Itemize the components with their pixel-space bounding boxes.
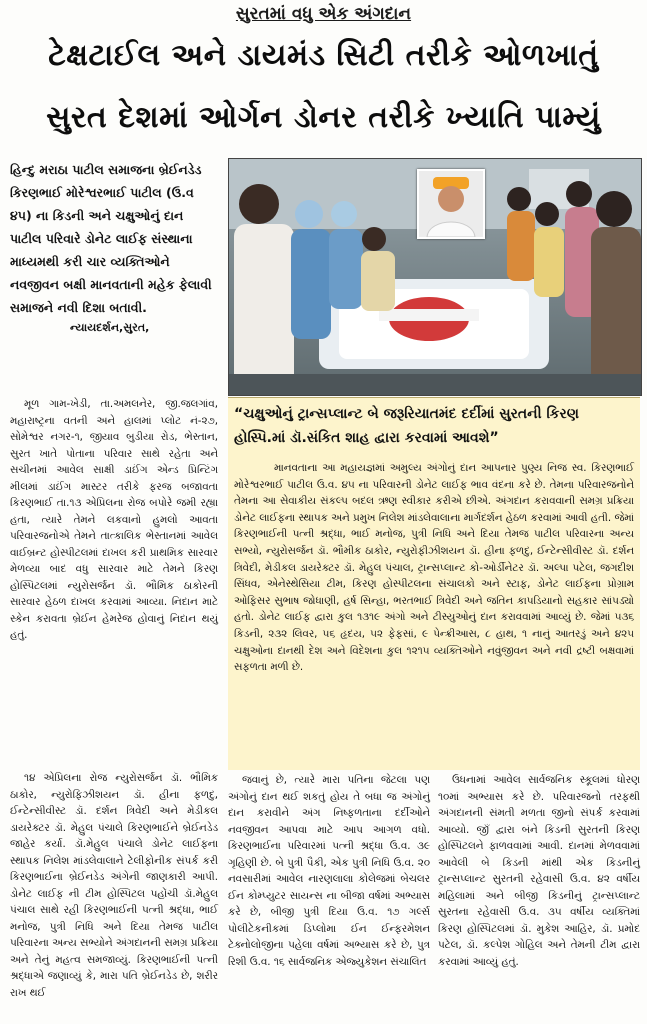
article-paragraph: ઉધનામાં આવેલ સાર્વજનિક સ્કૂલમાં ધોરણ ૧૦માં અભ્યાસ કરે છે. પરિવારજનો તરફથી અંગદાનની સંમતી મળતા જીનો સંપર્ક કરવામાં આવ્યો. જીઁ દ્વારા બંને કિડની સુરતની કિરણ હોસ્પિટલને ફાળવવામાં આવી. દાનમાં મેળવવામાં આવેલી બે કિડની માંથી એક કિડનીનું ટ્રાન્સપ્લાન્ટ સુરતની રહેવાસી ઉ.વ. ૪૨ વર્ષીય મહિલામાં અને બીજી કિડનીનું ટ્રાન્સપ્લાન્ટ સુરતના રહેવાસી ઉ.વ. ૩૫ વર્ષીય વ્યક્તિમાં કિરણ હોસ્પિટલમાં ડૉ. મુકેશ આહિર, ડૉ. પ્રમોદ પટેલ, ડૉ. કલ્પેશ ગોહિલ અને તેમની ટીમ દ્વારા કરવામાં આવ્યું હતું.: [438, 774, 640, 968]
article-column-1-top: [10, 396, 218, 644]
lead-paragraph: [10, 158, 218, 337]
highlight-box: [228, 397, 640, 770]
headline-line-2: સુરત દેશમાં ઓર્ગન ડોનર તરીકે ખ્યાતિ પામ્યું: [46, 100, 601, 135]
article-paragraph: ૧૪ એપ્રિલના રોજ ન્યુરોસર્જન ડૉ. ભૌમિક ઠાકોર, ન્યુરોફિઝીશયન ડૉ. હીના ફળદુ, ઈન્ટેન્સીવીસ્ટ ડૉ. દર્શન ત્રિવેદી અને મેડીકલ ડાયરેક્ટર ડૉ. મેહુલ પંચાલે કિરણભાઈને બ્રેઈનડેડ જાહેર કર્યા. ડૉ.મેહુલ પંચાલે ડોનેટ લાઈફના સ્થાપક નિલેશ માંડલેવાલાને ટેલીફોનીક સંપર્ક કરી કિરણભાઈના બ્રેઈનડેડ અંગેની જાણકારી આપી. ડોનેટ લાઈફ ની ટીમ હોસ્પિટલ પહોંચી ડૉ.મેહુલ પંચાલ સાથે રહી કિરણભાઈની પત્ની શ્રદ્ધા, ભાઈ મનોજ, પુત્રી નિધિ અને દિયા તેમજ પાટીલ પરિવારના અન્ય સભ્યોને અંગદાનની સમગ્ર પ્રક્રિયા અને તેનું મહત્વ સમજાવ્યું. કિરણભાઈની પત્ની શ્રદ્ધાએ જણાવ્યું કે, મારા પતિ બ્રેઈનડેડ છે, શરીર રાખ થઈ: [10, 772, 218, 999]
headline-line-1: ટેક્ષટાઈલ અને ડાયમંડ સિટી તરીકે ઓળખાતું: [48, 38, 599, 73]
lead-text: હિન્દુ મરાઠા પાટીલ સમાજના બ્રેઈનડેડ કિરણભાઈ મોરેશ્વરભાઈ પાટીલ (ઉ.વ ૪૫) ના કિડની અને ચક્ષુઓનું દાન પાટીલ પરિવારે ડોનેટ લાઈફ સંસ્થાના માધ્યમથી કરી ચાર વ્યક્તિઓને નવજીવન બક્ષી માનવતાની મહેક ફેલાવી સમાજને નવી દિશા બતાવી.: [10, 162, 212, 315]
article-paragraph: જવાનું છે, ત્યારે મારા પતિના જેટલા પણ અંગોનું દાન થઈ શકતું હોય તે બધા જ અંગોનું દાન કરાવીને અંગ નિષ્ફળતાના દર્દીઓને નવજીવન આપવા માટે આપ આગળ વધો. કિરણભાઈના પરિવારમાં પત્ની શ્રદ્ધા ઉ.વ. ૩૯ ગૃહિણી છે. બે પુત્રી પૈકી, એક પુત્રી નિધિ ઉ.વ. ૨૦ નવસારીમાં આવેલ નારણલાલા કોલેજમાં બેચલર ઈન કોમ્પ્યુટર સાયન્સ ના બીજા વર્ષમાં અભ્યાસ કરે છે, બીજી પુત્રી દિયા ઉ.વ. ૧૭ ગર્લ્સ પોલીટેકનીકમાં ડિપ્લોમા ઈન ઈન્ફરમેશન ટેક્નોલોજીના પહેલા વર્ષમાં અભ્યાસ કરે છે, પુત્ર રિશી ઉ.વ. ૧૬ સાર્વજનિક એજ્યુકેશન સંચાલિત: [228, 774, 430, 968]
highlight-box-text: માનવતાના આ મહાયજ્ઞમાં અમુલ્ય અંગોનું દાન આપનાર પુણ્ય નિજ સ્વ. કિરણભાઈ મોરેશ્વરભાઈ પાટીલ ઉ.વ. ૪૫ ના પરિવારની ડોનેટ લાઈફ ભાવ વંદના કરે છે. તેમના પરિવારજનોને તેમના આ સેવાકીય સંકલ્પ બદલ ઋણ સ્વીકાર કરીએ છીએ. અંગદાન કરાવવાની સમગ્ર પ્રક્રિયા ડોનેટ લાઈફના સ્થાપક અને પ્રમુખ નિલેશ માંડલેવાલાના માર્ગદર્શન હેઠળ કરવામાં આવી હતી. જેમાં કિરણભાઈની પત્ની શ્રદ્ધા, ભાઈ મનોજ, પુત્રી નિધિ અને દિયા તેમજ પાટીલ પરિવારના અન્ય સભ્યો, ન્યુરોસર્જન ડૉ. ભૌમીક ઠાકોર, ન્યુરોફીઝીશયન ડૉ. હીના ફળદુ, ઈન્ટેન્સીવીસ્ટ ડૉ. દર્શન ત્રિવેદી, મેડીકલ ડાયરેક્ટર ડૉ. મેહુલ પંચાલ, ટ્રાન્સપ્લાન્ટ કો-ઓર્ડીનેટર ડૉ. અલ્પા પટેલ, જગદીશ સિંધવ, એનેસ્થેસિયા ટીમ, કિરણ હોસ્પીટલના સંચાલકો અને સ્ટાફ, ડોનેટ લાઈફના પ્રોગ્રામ ઓફિસર સુભાષ જોધાણી, હર્ષ સિન્હા, ભરતભાઈ ત્રિવેદી અને જતિન કાપડિયાનો સહકાર સાંપડ્યો હતો. ડોનેટ લાઈફ દ્વારા કુલ ૧૩૧૯ અંગો અને ટીસ્યુઓનું દાન કરાવવામાં આવ્યું છે. જેમાં ૫૩૬ કિડની, ૨૩૨ લિવર, ૫૬ હૃદય, ૫૨ ફેફસાં, ૯ પેન્ક્રીઆસ, ૮ હાથ, ૧ નાનું આતરડું અને ૪૨૫ ચક્ષુઓના દાનથી દેશ અને વિદેશના કુલ ૧૨૧૫ વ્યક્તિઓને નવુંજીવન અને નવી દ્રષ્ટી બક્ષવામાં સફળતા મળી છે.: [234, 462, 634, 674]
article-column-1-bottom: [10, 770, 218, 1001]
article-column-2: [228, 772, 430, 970]
byline: ન્યાયદર્શન,સુરત,: [70, 321, 150, 334]
kicker-headline: સુરતમાં વધુ એક અંગદાન: [235, 4, 412, 24]
article-paragraph: મૂળ ગામ-ખેડી, તા.અમલનેર, જી.જલગાંવ, મહારાષ્ટ્રના વતની અને હાલમાં પ્લોટ નં-૨૭, સોમેશ્વર નગર-૧, જીયાવ બુડીયા રોડ, ભેસ્તાન, સુરત ખાતે પોતાના પરિવાર સાથે રહેતા અને સચીનમાં આવેલ સાક્ષી ડાઈંગ એન્ડ પ્રિન્ટિંગ મીલમાં ડાઈંગ માસ્ટર તરીકે ફરજ બજાવતા કિરણભાઈ તા.૧૩ એપ્રિલના રોજ બપોરે જમી રહ્યા હતા, ત્યારે તેમને લકવાનો હુમલો આવતા પરિવારજનોએ તેમને તાત્કાલિક ભેસ્તાનમાં આવેલ વાઈબ્રન્ટ હોસ્પીટલમાં દાખલ કરી પ્રાથમિક સારવાર મેળવ્યા બાદ વધુ સારવાર માટે તેમને કિરણ હોસ્પિટલમાં ન્યુરોસર્જન ડૉ. ભૌમિક ઠાકોરની સારવાર હેઠળ દાખલ કરવામાં આવ્યા. નિદાન માટે સ્કેન કરાવતા બ્રેઈન હેમરેજ હોવાનું નિદાન થયું હતું.: [10, 398, 218, 641]
highlight-box-title: “ચક્ષુઓનું ટ્રાન્સપ્લાન્ટ બે જરૂરિયાતમંદ દર્દીમાં સુરતની કિરણ હોસ્પિ.માં ડૉ.સંકિત શાહ દ્વારા કરવામાં આવશે”: [234, 406, 579, 446]
highlight-box-body: [234, 460, 634, 676]
portrait-inset: [417, 169, 485, 239]
news-photo: [228, 158, 642, 396]
article-column-3: [438, 772, 640, 970]
